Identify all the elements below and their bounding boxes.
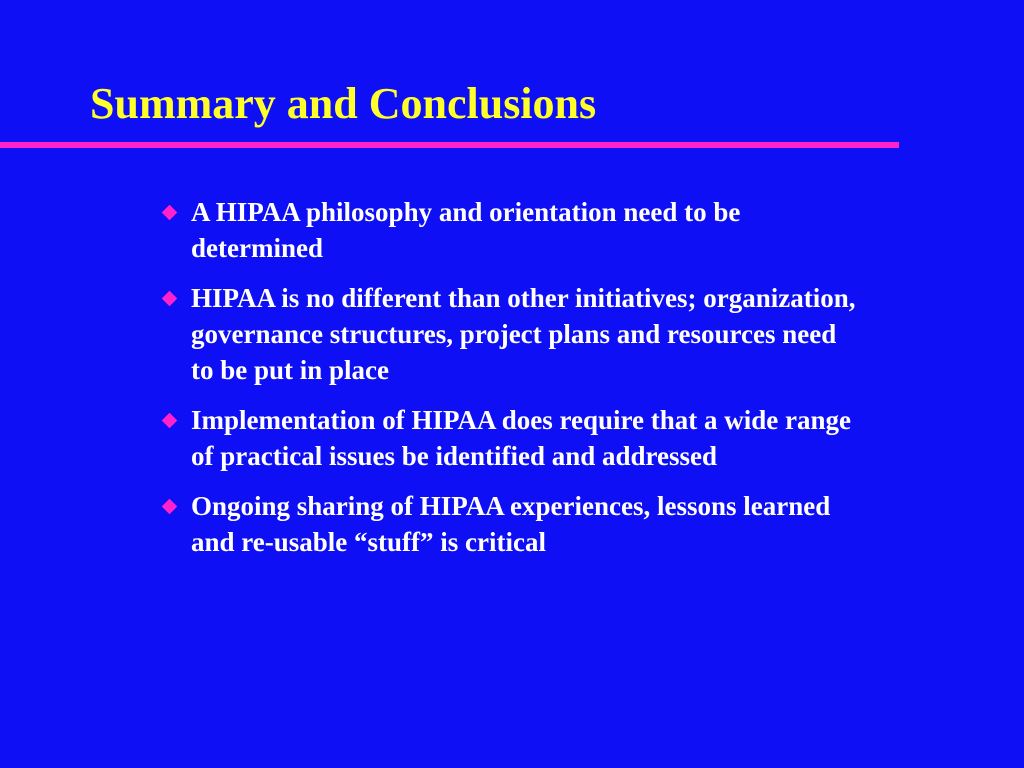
bullet-item: [160, 280, 860, 388]
bullet-text: Ongoing sharing of HIPAA experiences, lessons learned and re-usable “stuff” is critical: [191, 491, 831, 557]
slide-title: Summary and Conclusions: [90, 79, 597, 128]
diamond-bullet-icon: [162, 205, 178, 221]
diamond-bullet-icon: [162, 291, 178, 307]
bullet-list: [160, 194, 860, 574]
title-divider: [0, 142, 899, 148]
diamond-bullet-icon: [162, 413, 178, 429]
bullet-text: A HIPAA philosophy and orientation need to be determined: [191, 197, 741, 263]
bullet-text: Implementation of HIPAA does require that a wide range of practical issues be identified and addressed: [191, 405, 851, 471]
bullet-item: [160, 194, 860, 266]
bullet-text: HIPAA is no different than other initiatives; organization, governance structures, project plans and resources need to be put in place: [191, 283, 856, 385]
bullet-item: [160, 402, 860, 474]
bullet-item: [160, 488, 860, 560]
diamond-bullet-icon: [162, 499, 178, 515]
